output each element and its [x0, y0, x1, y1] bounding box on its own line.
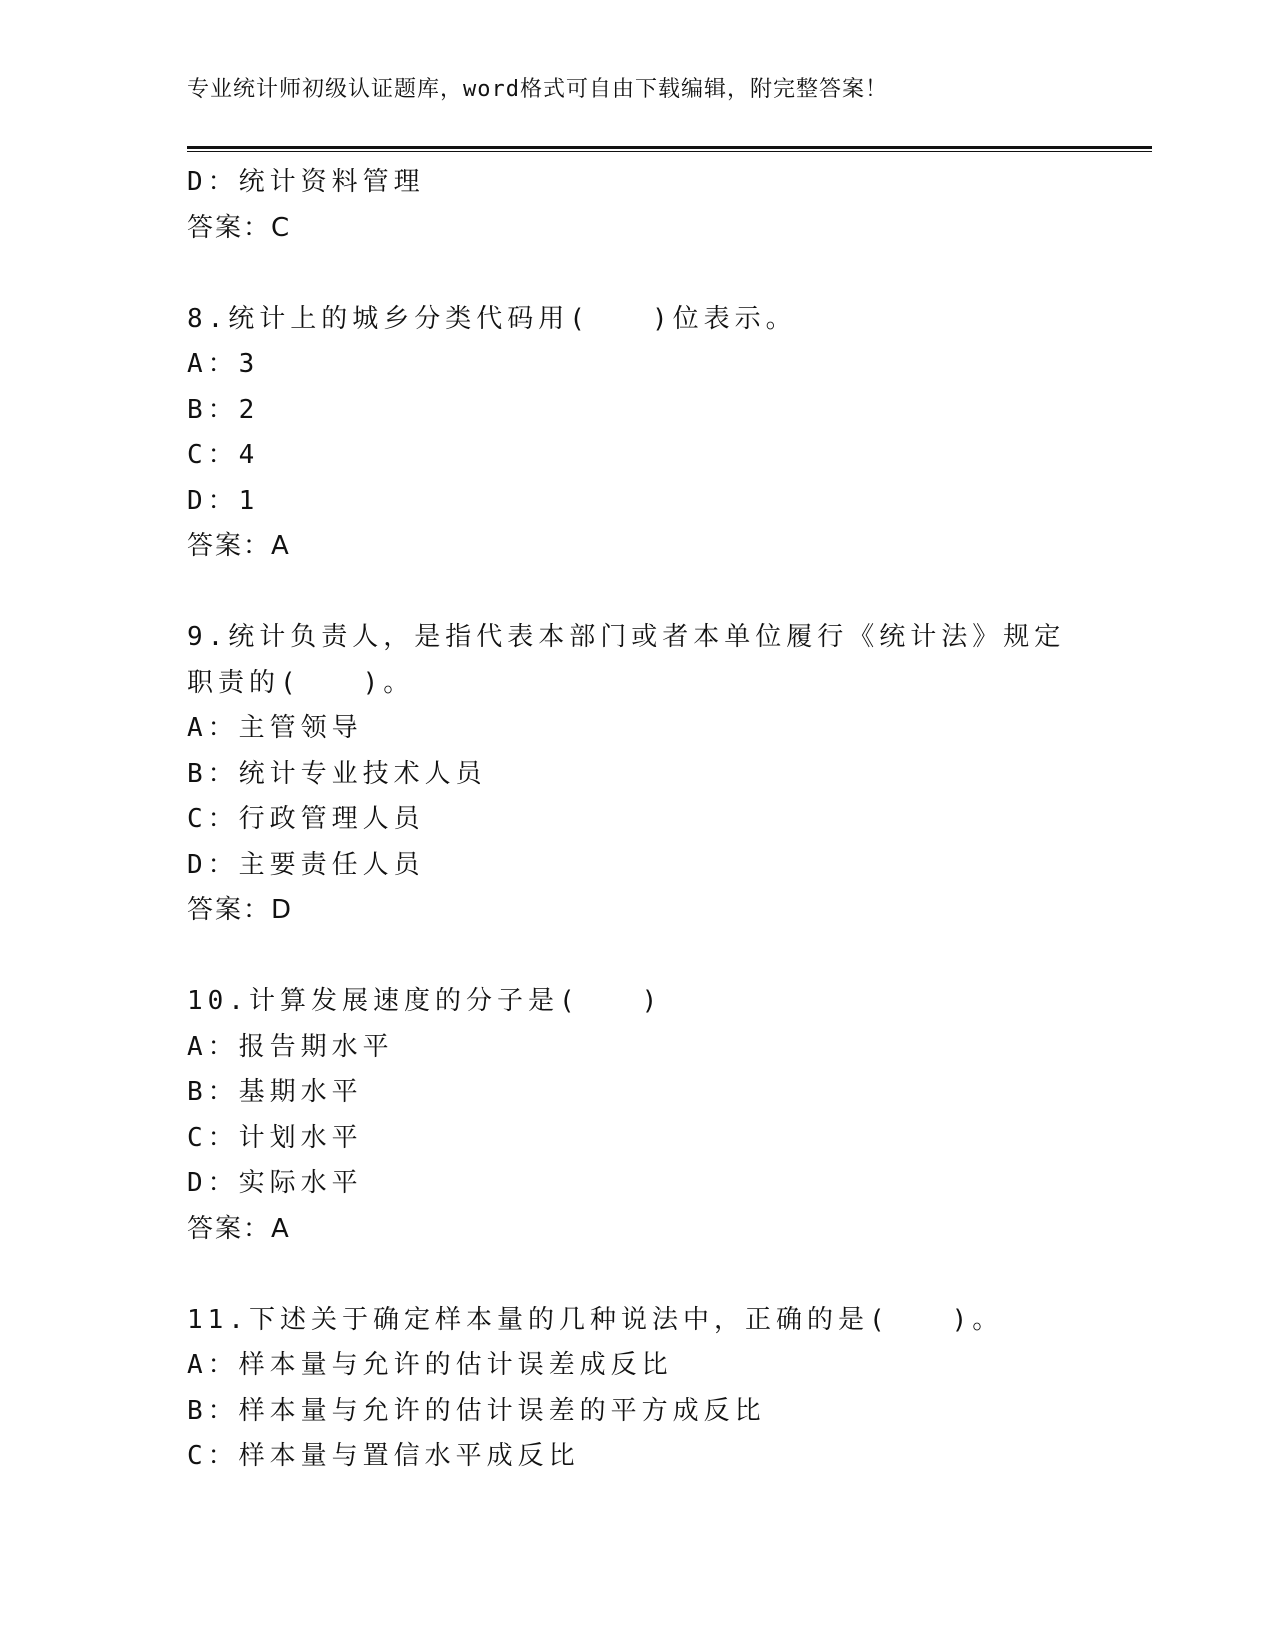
- option-c: C：计划水平: [187, 1122, 363, 1153]
- option-d: D：主要责任人员: [187, 849, 425, 880]
- page-header: 专业统计师初级认证题库，word格式可自由下载编辑，附完整答案！: [187, 77, 888, 102]
- spacer: [187, 570, 1087, 616]
- option-a: A：3: [187, 349, 260, 379]
- question-11: [187, 1298, 1087, 1480]
- option-a: A：报告期水平: [187, 1031, 394, 1062]
- option-c: C：4: [187, 440, 260, 470]
- option-a: A：主管领导: [187, 713, 363, 743]
- question-text: 11.下述关于确定样本量的几种说法中，正确的是( )。: [187, 1304, 1004, 1335]
- option-c: C：行政管理人员: [187, 804, 425, 834]
- prev-question-option-d: D：统计资料管理: [187, 167, 425, 197]
- question-text: 10.计算发展速度的分子是( ): [187, 986, 663, 1016]
- option-a: A：样本量与允许的估计误差成反比: [187, 1350, 673, 1380]
- answer: 答案：D: [187, 895, 294, 925]
- answer: 答案：A: [187, 1213, 291, 1244]
- spacer: [187, 934, 1087, 980]
- option-d: D：实际水平: [187, 1168, 363, 1198]
- question-9: [187, 615, 1087, 934]
- document-body: [187, 160, 1087, 1480]
- answer: 答案：A: [187, 531, 291, 561]
- option-c: C：样本量与置信水平成反比: [187, 1441, 580, 1471]
- prev-question-answer: 答案：C: [187, 212, 292, 243]
- option-b: B：2: [187, 394, 260, 425]
- question-8: [187, 297, 1087, 570]
- option-b: B：统计专业技术人员: [187, 758, 487, 789]
- header-rule: [187, 146, 1152, 152]
- spacer: [187, 251, 1087, 297]
- option-d: D：1: [187, 485, 260, 516]
- question-10: [187, 979, 1087, 1252]
- spacer: [187, 1252, 1087, 1298]
- option-b: B：样本量与允许的估计误差的平方成反比: [187, 1395, 766, 1426]
- option-b: B：基期水平: [187, 1077, 363, 1107]
- question-text: 9.统计负责人，是指代表本部门或者本单位履行《统计法》规定职责的( )。: [187, 622, 1066, 698]
- question-text: 8.统计上的城乡分类代码用( )位表示。: [187, 303, 797, 334]
